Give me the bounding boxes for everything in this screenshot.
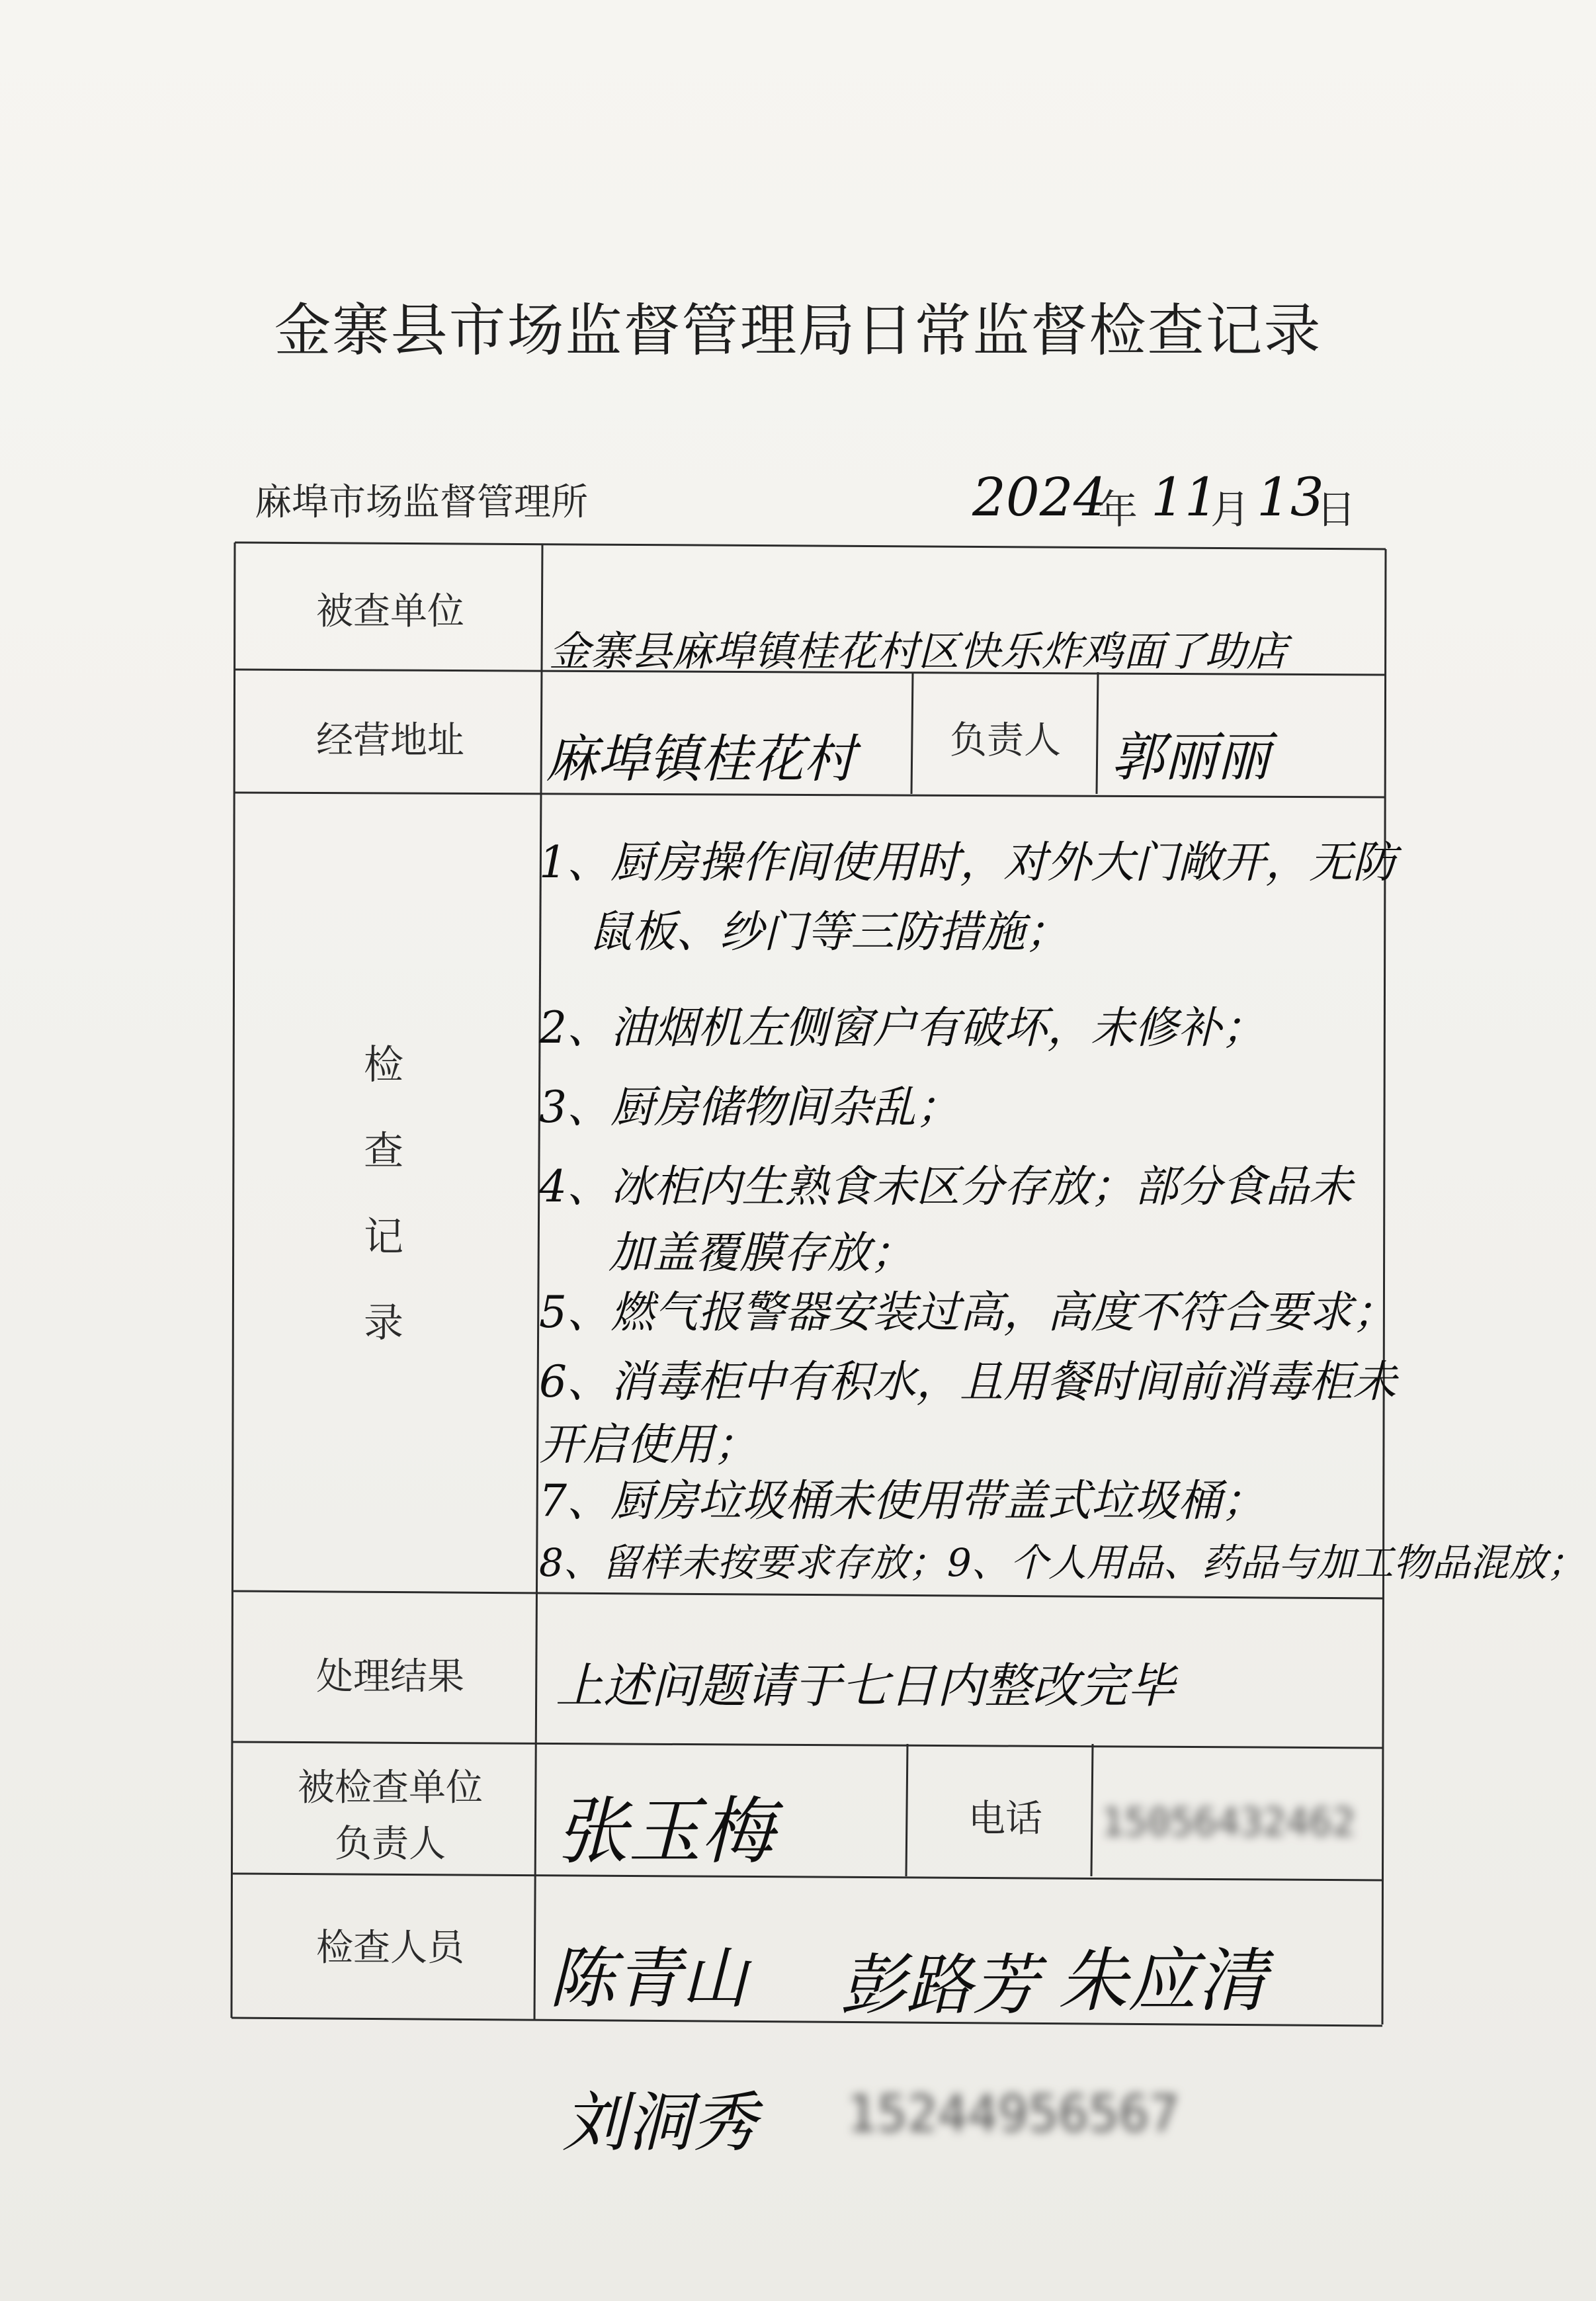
record-line-4: 3、厨房储物间杂乱； xyxy=(539,1082,960,1133)
inspector-signature-2: 彭路芳 xyxy=(840,1946,1038,2024)
record-line-6: 加盖覆膜存放； xyxy=(609,1227,914,1278)
inspected-unit-label: 被查单位 xyxy=(316,590,464,633)
record-line-10: 7、厨房垃圾桶未使用带盖式垃圾桶； xyxy=(539,1475,1265,1526)
phone-label: 电话 xyxy=(968,1798,1042,1841)
extra-phone-redacted: 15244956567 xyxy=(847,2084,1180,2143)
address-value: 麻埠镇桂花村 xyxy=(546,730,856,789)
date-day-unit: 日 xyxy=(1316,487,1356,533)
inspector-signature-3: 朱应清 xyxy=(1058,1940,1267,2021)
record-line-8: 6、消毒柜中有积水，且用餐时间前消毒柜未 xyxy=(539,1356,1396,1407)
date-month-unit: 月 xyxy=(1210,487,1250,533)
date-year: 2024 xyxy=(972,466,1107,528)
person-in-charge-label: 负责人 xyxy=(950,719,1061,762)
document-title: 金寨县市场监督管理局日常监督检查记录 xyxy=(274,298,1322,364)
record-label-char-1: 检 xyxy=(364,1042,403,1088)
extra-inspector-signature: 刘洞秀 xyxy=(562,2085,757,2161)
date-month: 11 xyxy=(1151,466,1218,528)
result-value: 上述问题请于七日内整改完毕 xyxy=(556,1658,1175,1714)
inspected-unit-value: 金寨县麻埠镇桂花村区快乐炸鸡面了助店 xyxy=(549,627,1288,675)
record-line-5: 4、冰柜内生熟食未区分存放；部分食品未 xyxy=(539,1161,1353,1212)
record-label-char-4: 录 xyxy=(364,1300,403,1346)
issuing-office: 麻埠市场监督管理所 xyxy=(255,481,588,524)
responsible-label xyxy=(265,1760,516,1872)
responsible-signature: 张玉梅 xyxy=(556,1789,774,1874)
record-line-3: 2、油烟机左侧窗户有破坏，未修补； xyxy=(539,1002,1265,1053)
date-year-unit: 年 xyxy=(1098,487,1138,533)
inspector-signature-1: 陈青山 xyxy=(549,1940,747,2017)
record-line-2: 鼠板、纱门等三防措施； xyxy=(589,906,1069,957)
record-line-11: 8、留样未按要求存放；9、个人用品、药品与加工物品混放； xyxy=(539,1540,1585,1585)
date-day: 13 xyxy=(1257,466,1324,528)
address-label: 经营地址 xyxy=(316,719,464,762)
record-line-9: 开启使用； xyxy=(539,1419,757,1470)
responsible-label-line-2: 负责人 xyxy=(335,1823,446,1866)
record-line-7: 5、燃气报警器安装过高，高度不符合要求； xyxy=(539,1287,1396,1338)
responsible-label-line-1: 被检查单位 xyxy=(298,1766,483,1809)
inspectors-label: 检查人员 xyxy=(316,1927,464,1970)
record-line-1: 1、厨房操作间使用时，对外大门敞开，无防 xyxy=(539,837,1396,888)
person-in-charge-value: 郭丽丽 xyxy=(1111,726,1270,788)
result-label: 处理结果 xyxy=(316,1655,464,1698)
record-label-char-2: 查 xyxy=(364,1128,403,1174)
phone-value-redacted: 15056432462 xyxy=(1101,1800,1356,1845)
record-label-char-3: 记 xyxy=(364,1214,403,1260)
